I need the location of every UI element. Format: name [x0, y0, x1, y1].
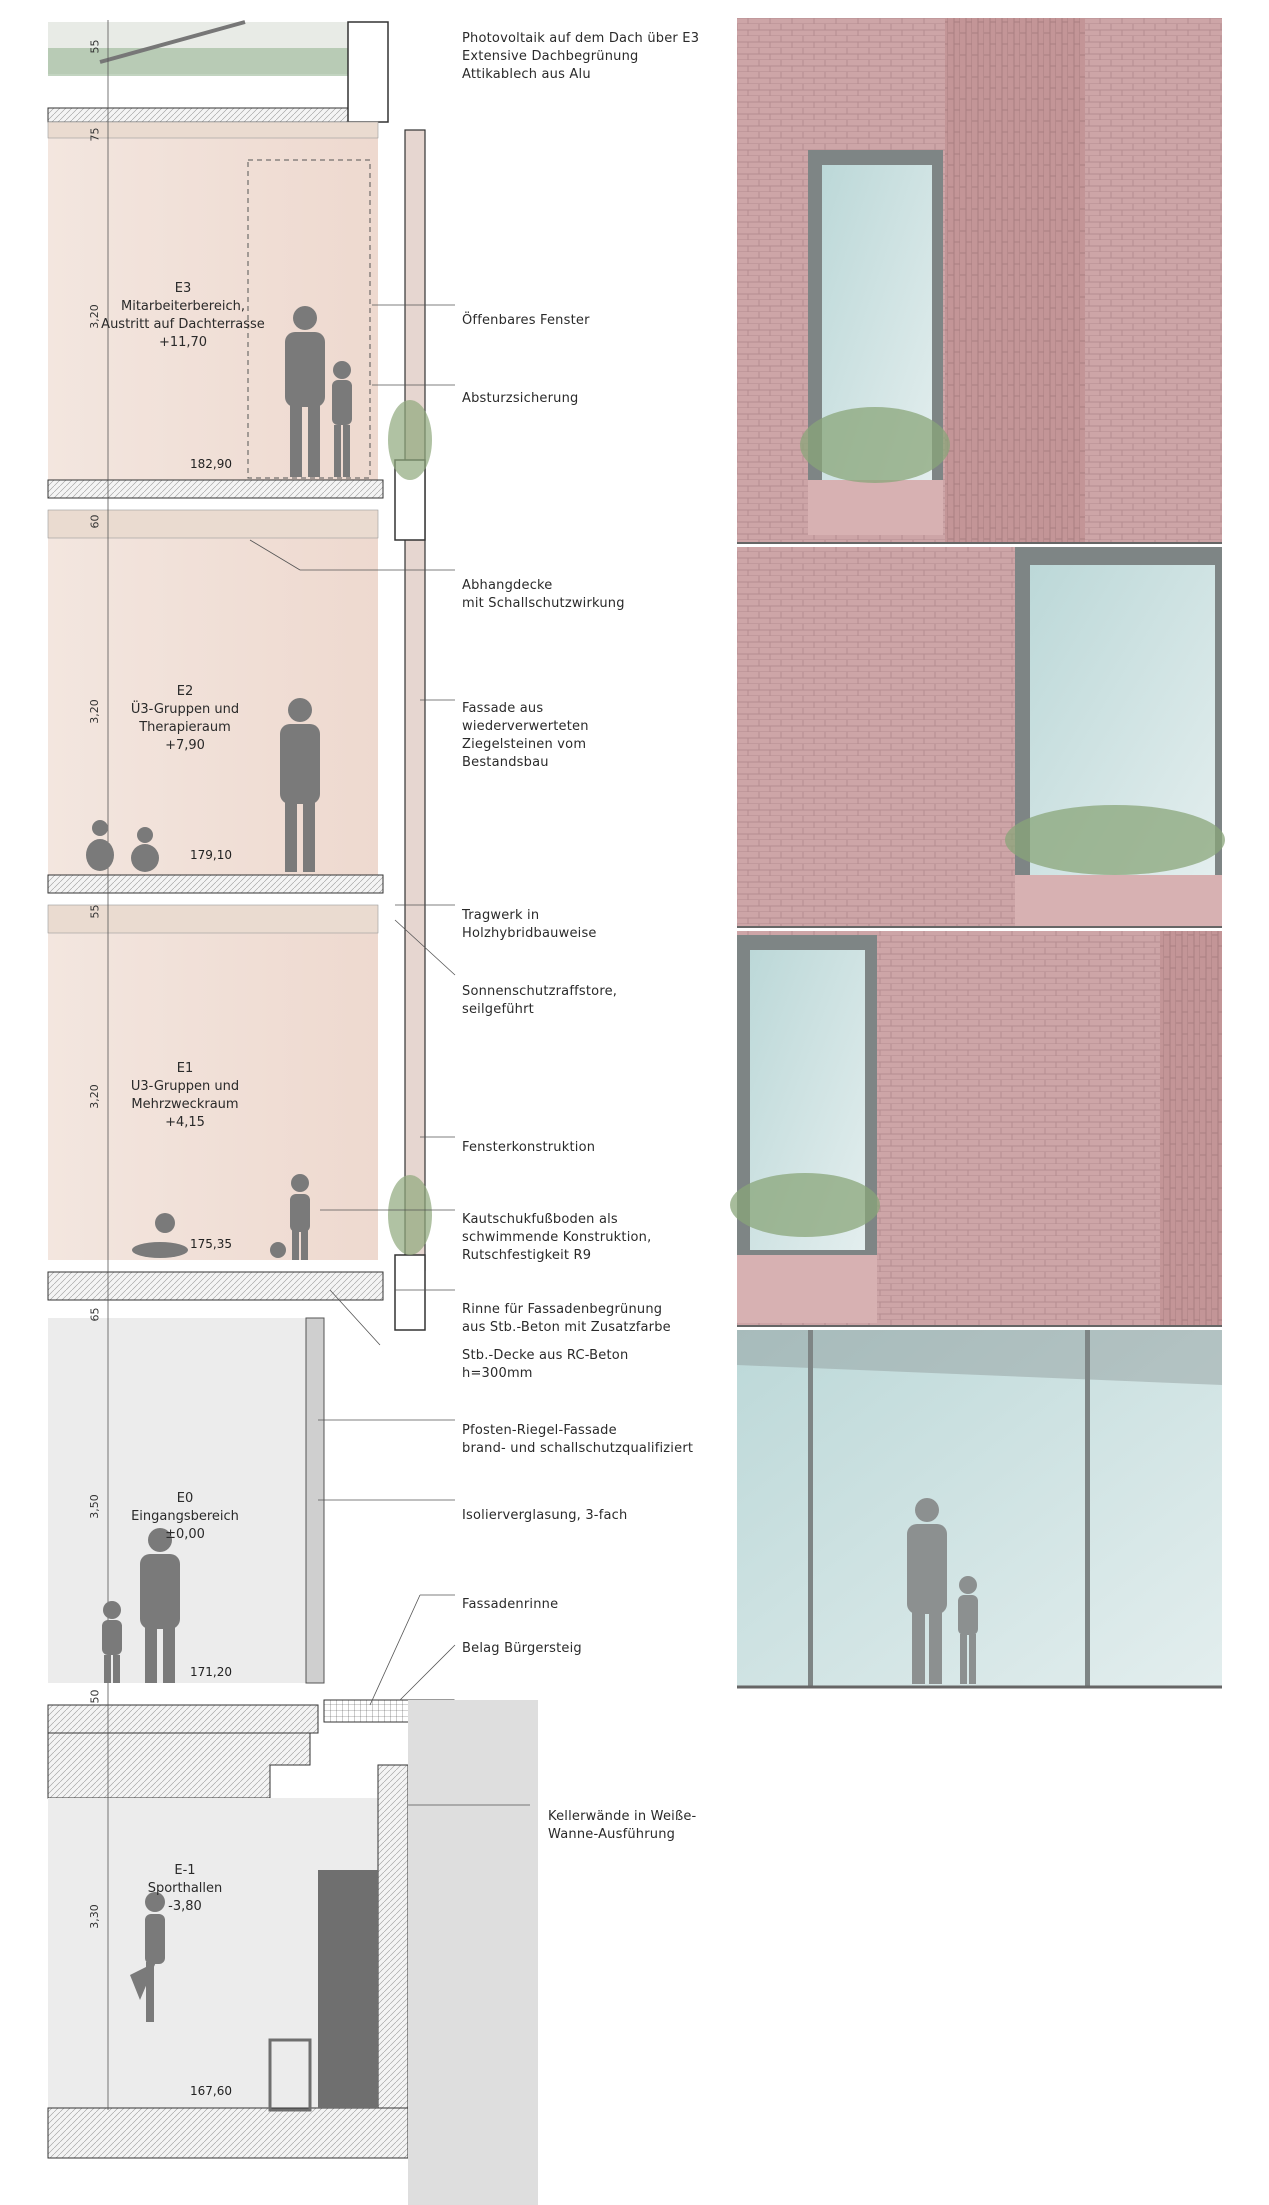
slab-basement-top: [48, 1733, 310, 1798]
dim-slab-e0: 65: [88, 1307, 102, 1322]
dim-slab-e2: 60: [88, 514, 102, 529]
wall-bars: [318, 1870, 378, 2108]
annotation-window-construction: Fensterkonstruktion: [462, 1140, 596, 1155]
brick-column-e1: [1160, 931, 1222, 1326]
plants-elev-e2: [1005, 805, 1225, 875]
annotation-ceiling: Abhangdecke mit Schallschutzwirkung: [462, 578, 625, 611]
mullion-facade-section: [306, 1318, 324, 1683]
dim-height-e3: 3,20: [87, 304, 101, 329]
facade-elevation: [730, 18, 1225, 1687]
slab-e3: [48, 480, 383, 498]
level-e-1: 167,60: [190, 2084, 232, 2098]
basement-floor: [48, 2108, 408, 2158]
annotation-slab: Stb.-Decke aus RC-Beton h=300mm: [462, 1348, 629, 1381]
annotation-roof: Photovoltaik auf dem Dach über E3 Extensive Dachbegrünung Attikablech aus Alu: [462, 31, 700, 82]
level-e3: 182,90: [190, 457, 232, 471]
annotation-structure: Tragwerk in Holzhybridbauweise: [462, 908, 597, 941]
plants-e1: [388, 1175, 432, 1255]
planter-e1: [395, 1255, 425, 1330]
slab-e0: [48, 1705, 318, 1733]
level-e1: 175,35: [190, 1237, 232, 1251]
annotation-basement: Kellerwände in Weiße- Wanne-Ausführung: [548, 1809, 697, 1842]
annotation-gutter-green: Rinne für Fassadenbegrünung aus Stb.-Beton mit Zusatzfarbe: [462, 1302, 671, 1335]
dim-height-e2: 3,20: [87, 699, 101, 724]
dim-height-e1: 3,20: [87, 1084, 101, 1109]
planter-elev-e3: [808, 480, 943, 535]
slab-e1: [48, 1272, 383, 1300]
dim-height-e-1: 3,30: [87, 1904, 101, 1929]
annotation-facade-brick: Fassade aus wiederverwerteten Ziegelsteinen vom Bestandsbau: [462, 701, 589, 770]
room-label-e2: E2 Ü3-Gruppen und Therapieraum +7,90: [130, 684, 240, 753]
dim-slab-e-1: 50: [88, 1689, 102, 1704]
level-e0: 171,20: [190, 1665, 232, 1679]
plants-elev-e3: [800, 407, 950, 483]
level-e2: 179,10: [190, 848, 232, 862]
plants-elev-e1: [730, 1173, 880, 1237]
ground-soil: [408, 1700, 538, 2205]
dim-slab-e1: 55: [88, 904, 102, 919]
basement-wall: [378, 1765, 408, 2115]
annotation-fall-protection: Absturzsicherung: [462, 391, 579, 406]
annotation-facade-gutter: Fassadenrinne: [462, 1597, 559, 1612]
parapet: [348, 22, 388, 122]
annotation-glazing: Isolierverglasung, 3-fach: [462, 1508, 628, 1523]
brick-column-e3: [945, 18, 1085, 543]
room-label-e1: E1 U3-Gruppen und Mehrzweckraum +4,15: [130, 1061, 240, 1130]
annotation-sunshade: Sonnenschutzraffstore, seilgeführt: [462, 984, 618, 1017]
plants-e3: [388, 400, 432, 480]
annotation-sidewalk: Belag Bürgersteig: [462, 1641, 582, 1656]
slab-e2: [48, 875, 383, 893]
dim-slab-e3: 75: [88, 127, 102, 142]
dim-roof: 55: [88, 39, 102, 54]
room-label-e0: E0 Eingangsbereich ±0,00: [131, 1491, 239, 1542]
planter-elev-e2: [1015, 875, 1222, 927]
room-label-e3: E3 Mitarbeiterbereich, Austritt auf Dachterrasse +11,70: [101, 281, 265, 350]
planter-elev-e1: [737, 1255, 877, 1323]
room-label-e-1: E-1 Sporthallen -3,80: [147, 1863, 223, 1914]
roof-slab: [48, 108, 383, 122]
annotation-mullion-facade: Pfosten-Riegel-Fassade brand- und schallschutzqualifiziert: [462, 1423, 694, 1456]
annotation-window-open: Öffenbares Fenster: [462, 313, 590, 328]
dim-height-e0: 3,50: [87, 1494, 101, 1519]
annotation-rubber-floor: Kautschukfußboden als schwimmende Konstruktion, Rutschfestigkeit R9: [462, 1212, 652, 1263]
